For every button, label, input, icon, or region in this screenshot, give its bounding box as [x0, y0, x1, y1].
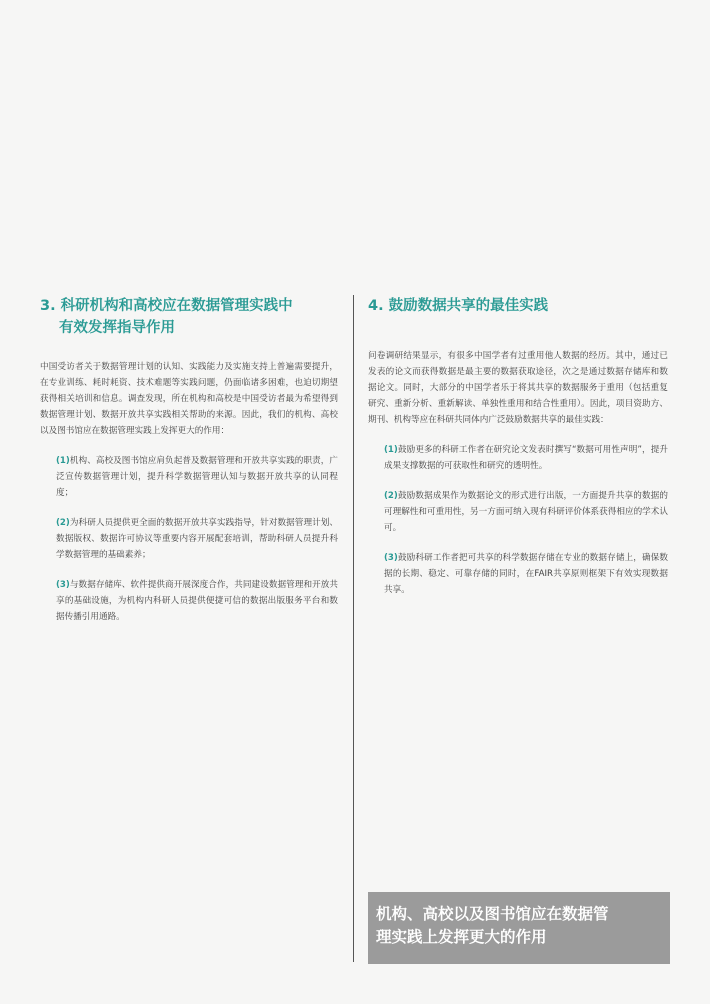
item-number: (3) — [56, 580, 70, 590]
item-text: 鼓励数据成果作为数据论文的形式进行出版，一方面提升共享的数据的可理解性和可重用性，另一方面可纳入现有科研评价体系获得相应的学术认可。 — [384, 491, 668, 533]
list-item — [384, 442, 668, 474]
item-number: (1) — [56, 456, 70, 466]
item-text: 机构、高校及图书馆应肩负起普及数据管理和开放共享实践的职责，广泛宣传数据管理计划，提升科学数据管理认知与数据开放共享的认同程度； — [56, 456, 338, 498]
pull-quote-line2: 理实践上发挥更大的作用 — [376, 928, 547, 946]
section-3-intro: 中国受访者关于数据管理计划的认知、实践能力及实施支持上普遍需要提升，在专业训练、耗时耗资、技术难题等实践问题，仍面临诸多困难，也迫切期望获得相关培训和信息。调查发现，所在机构和高校是中国受访者最为希望得到数据管理计划、数据开放共享实践相关帮助的来源。因此，我们的机构、高校以及图书馆应在数据管理实践上发挥更大的作用： — [40, 362, 338, 436]
list-item — [56, 515, 338, 563]
item-number: (1) — [384, 445, 398, 455]
section-4 — [368, 295, 668, 612]
section-4-intro: 问卷调研结果显示，有很多中国学者有过重用他人数据的经历。其中，通过已发表的论文而获得数据是最主要的数据获取途径，次之是通过数据存储库和数据论文。同时，大部分的中国学者乐于将其共享的数据服务于重用（包括重复研究、重新分析、重新解读、单独性重用和结合性重用）。因此，项目资助方、期刊、机构等应在科研共同体内广泛鼓励数据共享的最佳实践： — [368, 351, 668, 425]
list-item — [56, 577, 338, 625]
list-item — [384, 550, 668, 598]
list-item — [384, 488, 668, 536]
column-divider — [353, 295, 354, 962]
item-number: (2) — [56, 518, 70, 528]
section-4-list — [368, 442, 668, 598]
pull-quote-box — [368, 892, 670, 964]
item-text: 与数据存储库、软件提供商开展深度合作，共同建设数据管理和开放共享的基础设施，为机构内科研人员提供便捷可信的数据出版服务平台和数据传播引用通路。 — [56, 580, 338, 622]
section-3-title-line1: 3. 科研机构和高校应在数据管理实践中 — [40, 298, 293, 314]
item-text: 鼓励更多的科研工作者在研究论文发表时撰写“数据可用性声明”，提升成果支撑数据的可获取性和研究的透明性。 — [384, 445, 668, 471]
pull-quote-line1: 机构、高校以及图书馆应在数据管 — [376, 905, 609, 923]
section-3-heading — [40, 295, 338, 339]
list-item — [56, 453, 338, 501]
section-3 — [40, 295, 338, 639]
section-3-list — [40, 453, 338, 625]
section-4-heading: 4. 鼓励数据共享的最佳实践 — [368, 298, 549, 314]
item-text: 鼓励科研工作者把可共享的科学数据存储在专业的数据存储上，确保数据的长期、稳定、可靠存储的同时，在FAIR共享原则框架下有效实现数据共享。 — [384, 553, 668, 595]
item-text: 为科研人员提供更全面的数据开放共享实践指导，针对数据管理计划、数据版权、数据许可协议等重要内容开展配套培训，帮助科研人员提升科学数据管理的基础素养； — [56, 518, 338, 560]
item-number: (3) — [384, 553, 398, 563]
item-number: (2) — [384, 491, 398, 501]
section-3-title-line2: 有效发挥指导作用 — [59, 320, 175, 336]
